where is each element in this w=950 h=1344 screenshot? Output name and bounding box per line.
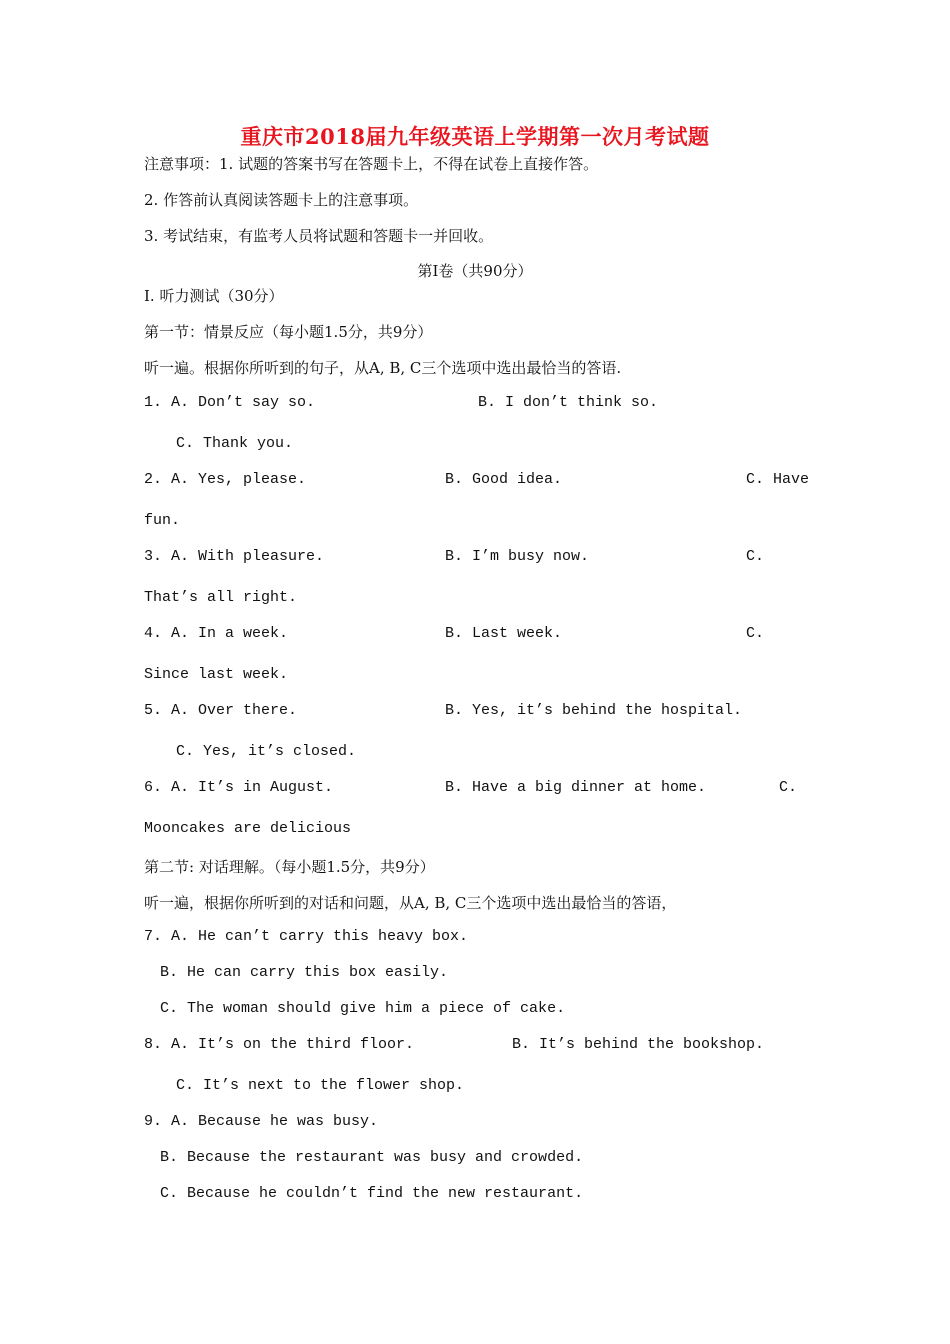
q4-option-b: B. Last week. [445,625,563,642]
q5-option-c: C. Yes, it’s closed. [176,743,357,760]
q5-option-a: 5. A. Over there. [144,702,298,719]
q6-option-c: C. [779,779,798,796]
q1-option-a: 1. A. Don’t say so. [144,394,316,411]
note-3: 3. 考试结束，有监考人员将试题和答题卡一并回收。 [144,227,494,245]
q6-option-a: 6. A. It’s in August. [144,779,334,796]
q2-option-a: 2. A. Yes, please. [144,471,307,488]
q7-option-a: 7. A. He can’t carry this heavy box. [144,928,469,945]
section2-instructions: 听一遍，根据你所听到的对话和问题，从A, B, C三个选项中选出最恰当的答语， [144,894,677,912]
q6-option-c-cont: Mooncakes are delicious [144,820,352,837]
section2-heading: 第二节: 对话理解。（每小题1.5分，共9分） [144,858,435,876]
q3-option-c: C. [746,548,765,565]
section1-instructions: 听一遍。根据你所听到的句子，从A, B, C三个选项中选出最恰当的答语. [144,359,622,377]
q4-option-c-cont: Since last week. [144,666,289,683]
q2-option-b: B. Good idea. [445,471,563,488]
q9-option-b: B. Because the restaurant was busy and crowded. [160,1149,584,1166]
q8-option-b: B. It’s behind the bookshop. [512,1036,765,1053]
q8-option-c: C. It’s next to the flower shop. [176,1077,465,1094]
q7-option-c: C. The woman should give him a piece of cake. [160,1000,566,1017]
q2-option-c: C. Have [746,471,810,488]
section1-heading: 第一节：情景反应（每小题1.5分，共9分） [144,323,433,341]
q9-option-a: 9. A. Because he was busy. [144,1113,379,1130]
q4-option-a: 4. A. In a week. [144,625,289,642]
note-2: 2. 作答前认真阅读答题卡上的注意事项。 [144,191,419,209]
q1-option-b: B. I don’t think so. [478,394,659,411]
q4-option-c: C. [746,625,765,642]
page-title: 重庆市2018届九年级英语上学期第一次月考试题 [240,124,710,149]
q7-option-b: B. He can carry this box easily. [160,964,449,981]
q6-option-b: B. Have a big dinner at home. [445,779,707,796]
q1-option-c: C. Thank you. [176,435,294,452]
q9-option-c: C. Because he couldn’t find the new restaurant. [160,1185,584,1202]
q8-option-a: 8. A. It’s on the third floor. [144,1036,415,1053]
part1-heading: I. 听力测试（30分） [144,287,284,305]
volume-heading: 第Ⅰ卷（共90分） [417,262,533,280]
q3-option-c-cont: That’s all right. [144,589,298,606]
q5-option-b: B. Yes, it’s behind the hospital. [445,702,743,719]
q3-option-a: 3. A. With pleasure. [144,548,325,565]
q2-option-c-cont: fun. [144,512,181,529]
q3-option-b: B. I’m busy now. [445,548,590,565]
note-1: 注意事项：1. 试题的答案书写在答题卡上，不得在试卷上直接作答。 [144,155,599,173]
